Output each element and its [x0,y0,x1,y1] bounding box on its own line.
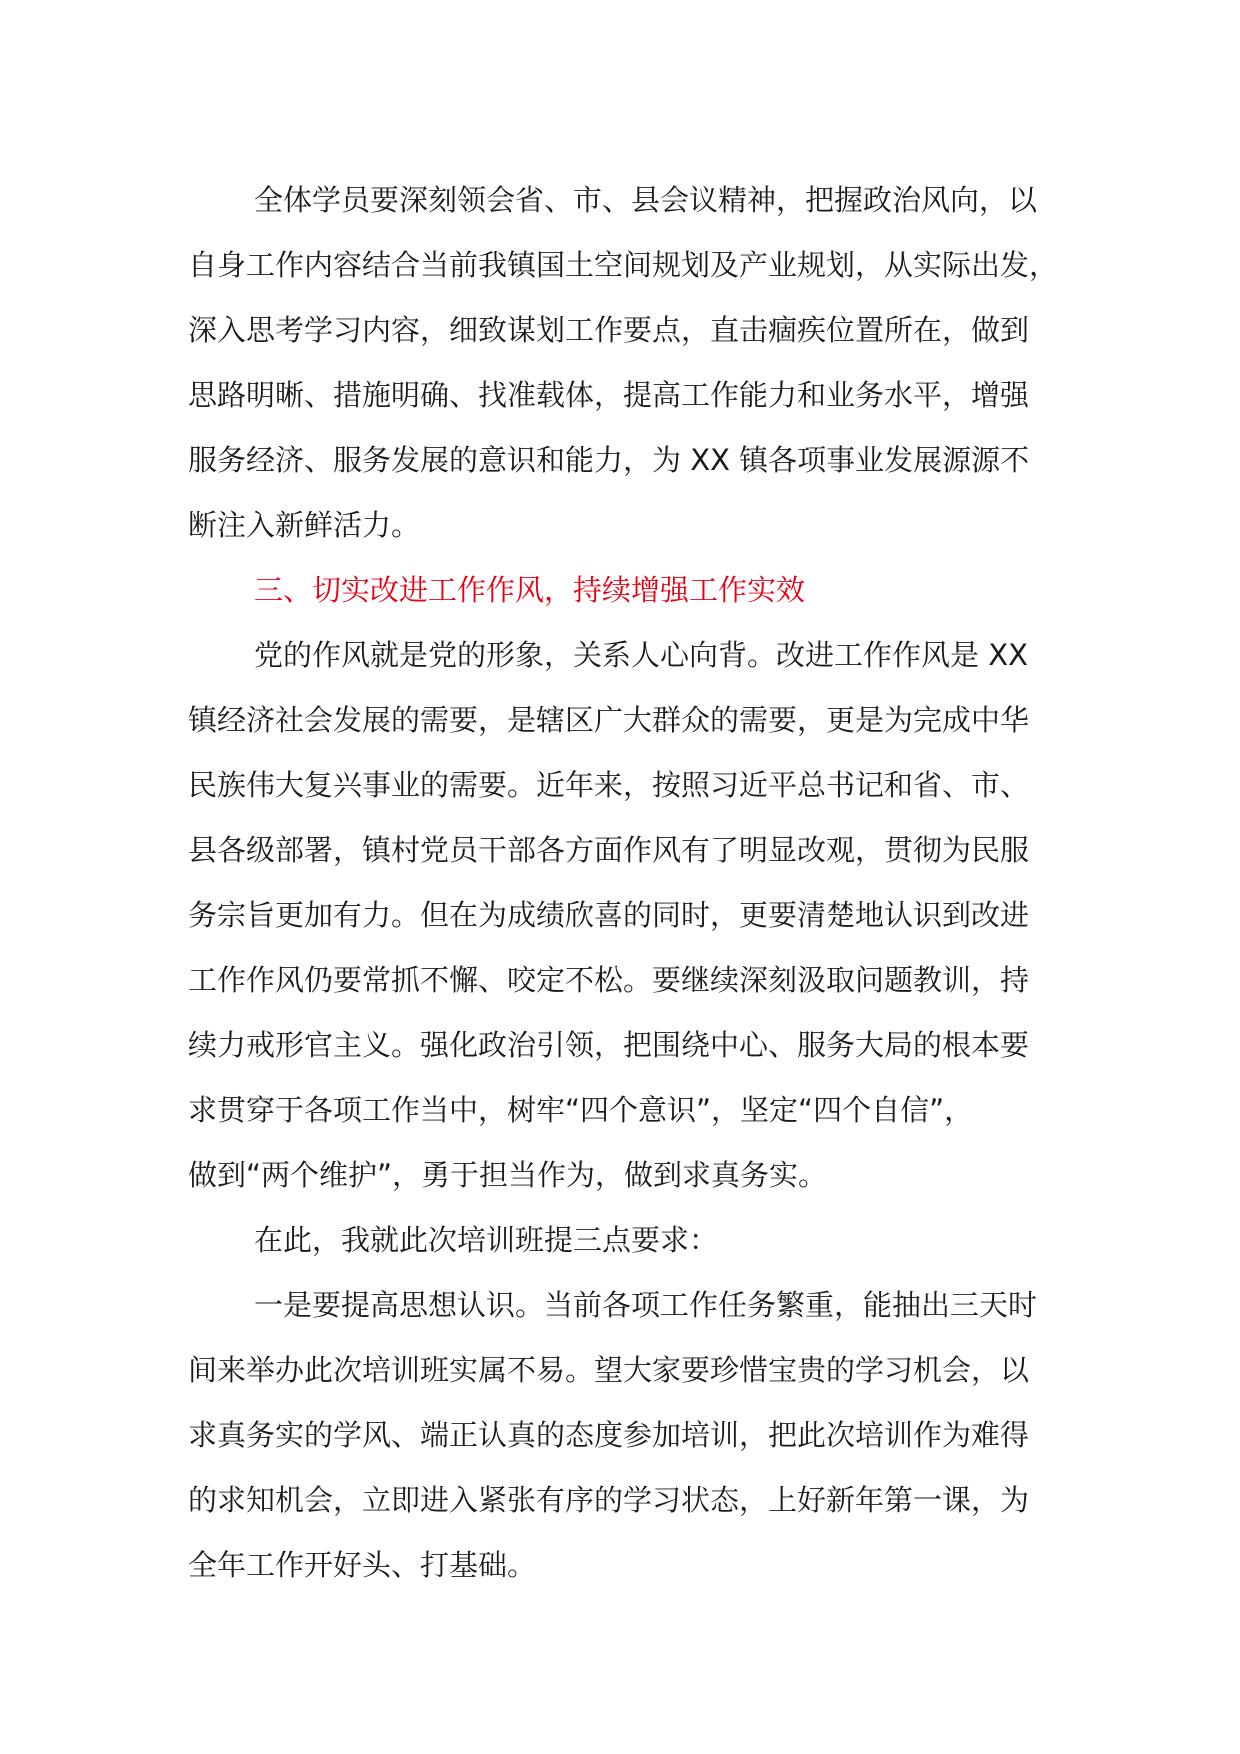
text-line: 一是要提高思想认识。当前各项工作任务繁重，能抽出三天时 [254,1288,1038,1322]
text-line: 党的作风就是党的形象，关系人心向背。改进工作作风是 XX [254,638,1028,672]
text-line: 做到“两个维护”，勇于担当作为，做到求真务实。 [188,1158,828,1192]
text-line: 在此，我就此次培训班提三点要求： [254,1223,719,1257]
text-line: 间来举办此次培训班实属不易。望大家要珍惜宝贵的学习机会，以 [188,1353,1030,1387]
text-line: 深入思考学习内容，细致谋划工作要点，直击痼疾位置所在，做到 [188,313,1030,347]
text-line: 断注入新鲜活力。 [188,508,421,542]
text-line: 续力戒形官主义。强化政治引领，把围绕中心、服务大局的根本要 [188,1028,1030,1062]
text-line: 服务经济、服务发展的意识和能力，为 XX 镇各项事业发展源源不 [188,443,1030,477]
document-body [188,168,1064,1598]
text-line: 工作作风仍要常抓不懈、咬定不松。要继续深刻汲取问题教训，持 [188,963,1030,997]
text-line: 县各级部署，镇村党员干部各方面作风有了明显改观，贯彻为民服 [188,833,1030,867]
text-line: 自身工作内容结合当前我镇国土空间规划及产业规划，从实际出发， [188,248,1059,282]
text-line: 思路明晰、措施明确、找准载体，提高工作能力和业务水平，增强 [188,378,1030,412]
section-heading: 三、切实改进工作作风，持续增强工作实效 [254,573,806,607]
text-line: 全年工作开好头、打基础。 [188,1548,537,1582]
text-line: 的求知机会，立即进入紧张有序的学习状态，上好新年第一课，为 [188,1483,1030,1517]
text-line: 求贯穿于各项工作当中，树牢“四个意识”，坚定“四个自信”， [188,1093,974,1127]
text-line: 全体学员要深刻领会省、市、县会议精神，把握政治风向，以 [254,183,1038,217]
text-line: 镇经济社会发展的需要，是辖区广大群众的需要，更是为完成中华 [188,703,1030,737]
text-line: 民族伟大复兴事业的需要。近年来，按照习近平总书记和省、市、 [188,768,1030,802]
text-line: 求真务实的学风、端正认真的态度参加培训，把此次培训作为难得 [188,1418,1030,1452]
text-line: 务宗旨更加有力。但在为成绩欣喜的同时，更要清楚地认识到改进 [188,898,1030,932]
